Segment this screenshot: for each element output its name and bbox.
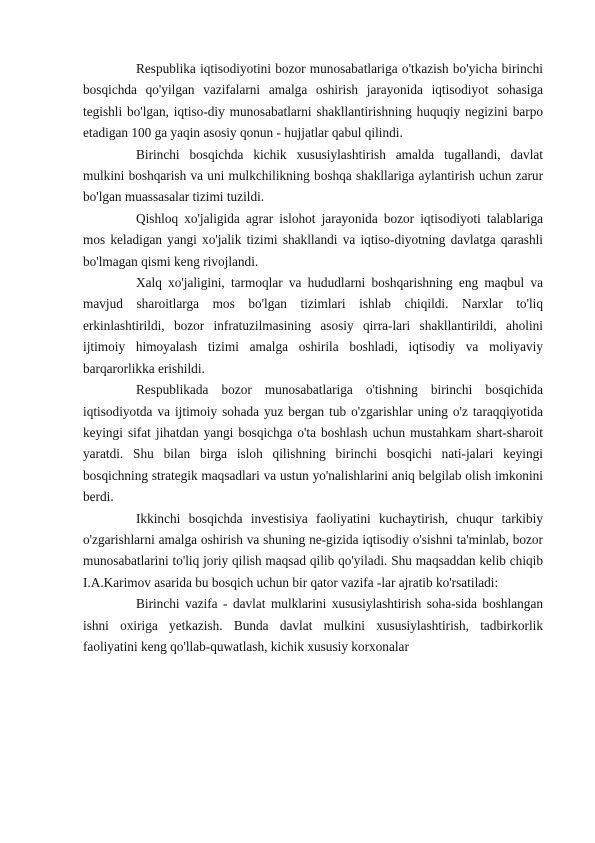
paragraph-7: Birinchi vazifa - davlat mulklarini xususiylashtirish soha-sida boshlangan ishni oxiriga yetkazish. Bunda davlat mulkini xususiylashtirish, tadbirkorlik faoliyatini keng qo'llab-quwatlash, kichik xususiy korxonalar xyxy=(83,596,543,654)
paragraph-5: Respublikada bozor munosabatlariga o'tishning birinchi bosqichida iqtisodiyotda va ijtimoiy sohada yuz bergan tub o'zgarishlar uning o'z taraqqiyotida keyingi sifat jihatdan yangi bosqichga o'ta boshlash uchun mustahkam shart-sharoit yaratdi. Shu bilan birga isloh qilishning birinchi bosqichi nati-jalari keyingi bosqichning strategik maqsadlari va ustun yo'nalishlarini aniq belgilab olish imkonini berdi. xyxy=(83,382,543,505)
document-page xyxy=(83,58,543,657)
paragraph-1: Respublika iqtisodiyotini bozor munosabatlariga o'tkazish bo'yicha birinchi bosqichda qo'yilgan vazifalarni amalga oshirish jarayonida iqtisodiyot sohasiga tegishli bo'lgan, iqtiso-diy munosabatlarni shakllantirishning huquqiy negizini barpo etadigan 100 ga yaqin asosiy qonun - hujjatlar qabul qilindi. xyxy=(83,61,543,141)
paragraph-2: Birinchi bosqichda kichik xususiylashtirish amalda tugallandi, davlat mulkini boshqarish va uni mulkchilikning boshqa shakllariga aylantirish uchun zarur bo'lgan muassasalar tizimi tuzildi. xyxy=(83,146,543,205)
paragraph-6: Ikkinchi bosqichda investisiya faoliyatini kuchaytirish, chuqur tarkibiy o'zgarishlarni amalga oshirish va shuning ne-gizida iqtisodiy o'sishni ta'minlab, bozor munosabatlarini to'liq joriy qilish maqsad qilib qo'yiladi. Shu maqsaddan kelib chiqib I.A.Karimov asarida bu bosqich uchun bir qator vazifa -lar ajratib ko'rsatiladi: xyxy=(83,510,543,590)
paragraph-4: Xalq xo'jaligini, tarmoqlar va hududlarni boshqarishning eng maqbul va mavjud sharoitlarga mos bo'lgan tizimlari ishlab chiqildi. Narxlar to'liq erkinlashtirildi, bozor infratuzilmasining asosiy qirra-lari shakllantirildi, aholini ijtimoiy himoyalash tizimi amalga oshirila boshladi, iqtisodiy va moliyaviy barqarorlikka erishildi. xyxy=(83,275,543,376)
paragraph-3: Qishloq xo'jaligida agrar islohot jarayonida bozor iqtisodiyoti talablariga mos keladigan yangi xo'jalik tizimi shakllandi va iqtiso-diyotning davlatga qarashli bo'lmagan qismi keng rivojlandi. xyxy=(83,210,543,269)
